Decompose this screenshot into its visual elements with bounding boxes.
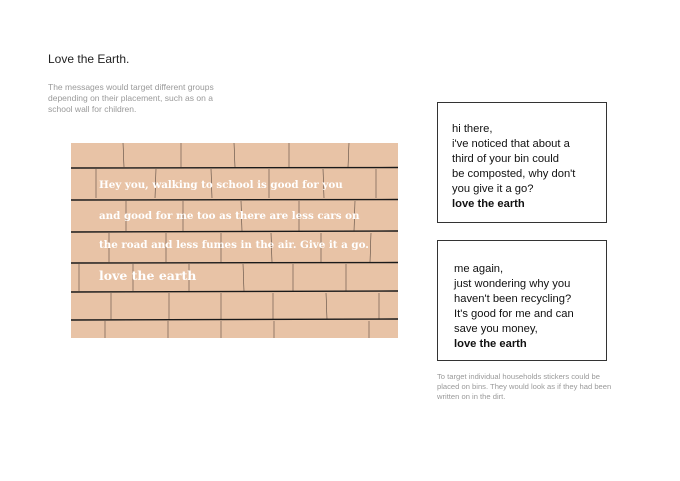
note2-line-5: save you money,: [454, 323, 538, 335]
wall-message-line-1: Hey you, walking to school is good for you: [99, 179, 343, 191]
bin-sticker-note-2: [437, 240, 607, 361]
note1-line-1: hi there,: [452, 123, 493, 135]
note1-line-2: i've noticed that about a: [452, 138, 570, 150]
wall-signature: love the earth: [99, 268, 197, 283]
note2-line-3: haven't been recycling?: [454, 293, 572, 305]
note1-line-3: third of your bin could: [452, 153, 559, 165]
page-title: Love the Earth.: [48, 52, 130, 66]
wall-message-line-2: and good for me too as there are less cars on: [99, 210, 360, 222]
wall-message-line-3: the road and less fumes in the air. Give it a go.: [99, 239, 369, 251]
bin-sticker-note-1: [437, 102, 607, 223]
note1-signature: love the earth: [452, 198, 525, 210]
note1-line-5: you give it a go?: [452, 183, 534, 195]
brick-wall-illustration: [71, 143, 398, 338]
bin-sticker-caption: To target individual households stickers could be placed on bins. They would look as if they had been written on in the dirt.: [437, 372, 612, 401]
note2-line-2: just wondering why you: [454, 278, 571, 290]
note2-line-1: me again,: [454, 263, 504, 275]
note2-signature: love the earth: [454, 338, 527, 350]
note1-line-4: be composted, why don't: [452, 168, 576, 180]
note2-line-4: It's good for me and can: [454, 308, 574, 320]
page-subtitle: The messages would target different groups depending on their placement, such as on a school wall for children.: [48, 82, 214, 114]
